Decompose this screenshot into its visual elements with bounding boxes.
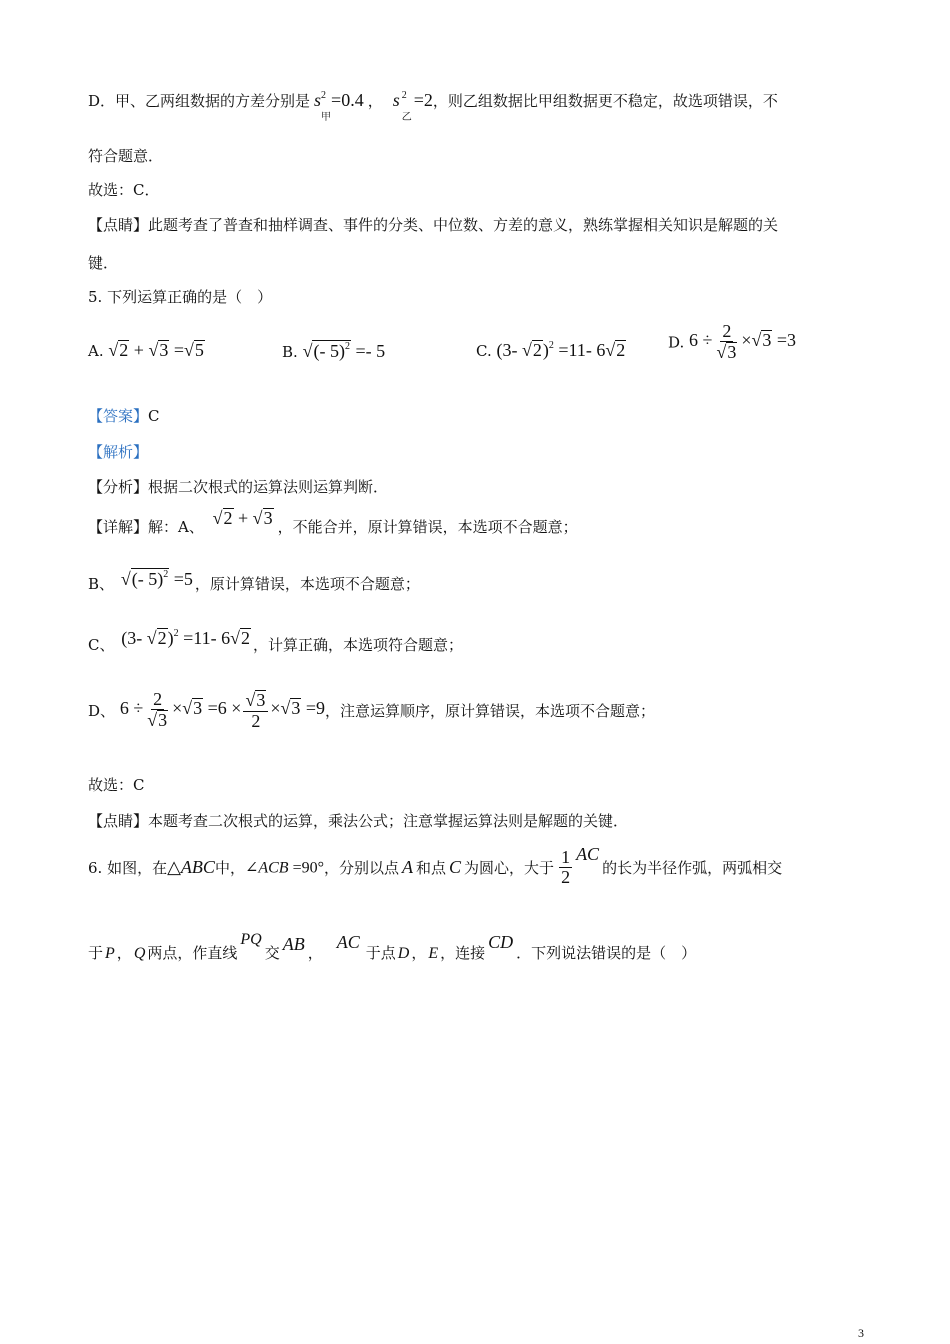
prev-option-d: D．甲、乙两组数据的方差分别是 s 2 甲 =0.4 ， s 2 乙 =2，则乙组数据比甲组数据更不稳定，故选项错误，不 bbox=[88, 90, 778, 123]
prev-choice: 故选：C． bbox=[88, 181, 160, 199]
q5-detail-b: B、 √(- 5)$^2$ =5 ，原计算错误，本选项不合题意； bbox=[88, 569, 420, 593]
q6-line1: 6. 如图，在△ABC中，∠ACB =90°，分别以点 A 和点 C 为圆心，大于 $\frac{1}{2}$ AC的长为半径作弧，两弧相交 bbox=[88, 843, 783, 887]
q5-analysis-head: 【分析】根据二次根式的运算法则运算判断． bbox=[88, 478, 389, 496]
q5-option-d: D. 6 ÷ $\frac{2}{√3}$ ×√3 =3 bbox=[668, 321, 797, 362]
q6-line2: 于 P ， Q 两点，作直线PQ交 AB ，AC于点 D ， E ，连接CD．下列说法错误的是（ ） bbox=[88, 931, 697, 962]
prev-option-d-suffix: ，则乙组数据比甲组数据更不稳定，故选项错误，不 bbox=[432, 92, 778, 110]
q5-comment: 【点睛】本题考查二次根式的运算，乘法公式；注意掌握运算法则是解题的关键． bbox=[88, 812, 629, 830]
q5-stem: 5. 下列运算正确的是（ ） bbox=[88, 288, 273, 306]
q5-detail-c: C、 (3- √2)$^2$ =11- 6√2 ，计算正确，本选项符合题意； bbox=[88, 628, 464, 654]
q5-detail-d: D、 6 ÷ $\frac{2}{√3}$ ×√3 =6 × $\frac{√3}{2}$ ×√3 =9，注意运算顺序，原计算错误，本选项不合题意； bbox=[88, 689, 656, 731]
prev-comment-line1: 【点睛】此题考查了普查和抽样调查、事件的分类、中位数、方差的意义，熟练掌握相关知识是解题的关 bbox=[88, 216, 779, 234]
q5-answer: 【答案】C bbox=[88, 407, 160, 425]
variance-yi: s 2 乙 =2 bbox=[392, 90, 433, 123]
q5-analysis-tag: 【解析】 bbox=[88, 443, 149, 461]
q5-option-c: C. (3- √2)$^2$ =11- 6√2 bbox=[476, 340, 626, 360]
prev-comment-line2: 键． bbox=[88, 254, 119, 272]
variance-jia: s 2 甲 =0.4 bbox=[314, 90, 364, 123]
q5-choice: 故选：C bbox=[88, 776, 145, 794]
q5-option-a: A. √2 + √3 =√5 bbox=[88, 340, 204, 360]
q5-option-b: B. √(- 5)$^2$ =- 5 bbox=[282, 341, 386, 361]
prev-option-d-line2: 符合题意． bbox=[88, 147, 164, 165]
prev-option-d-prefix: D．甲、乙两组数据的方差分别是 bbox=[88, 92, 311, 110]
page-number: 3 bbox=[858, 1326, 864, 1340]
q5-detail-a: 【详解】解：A、 √2 + √3 ，不能合并，原计算错误，本选项不合题意； bbox=[88, 508, 578, 536]
